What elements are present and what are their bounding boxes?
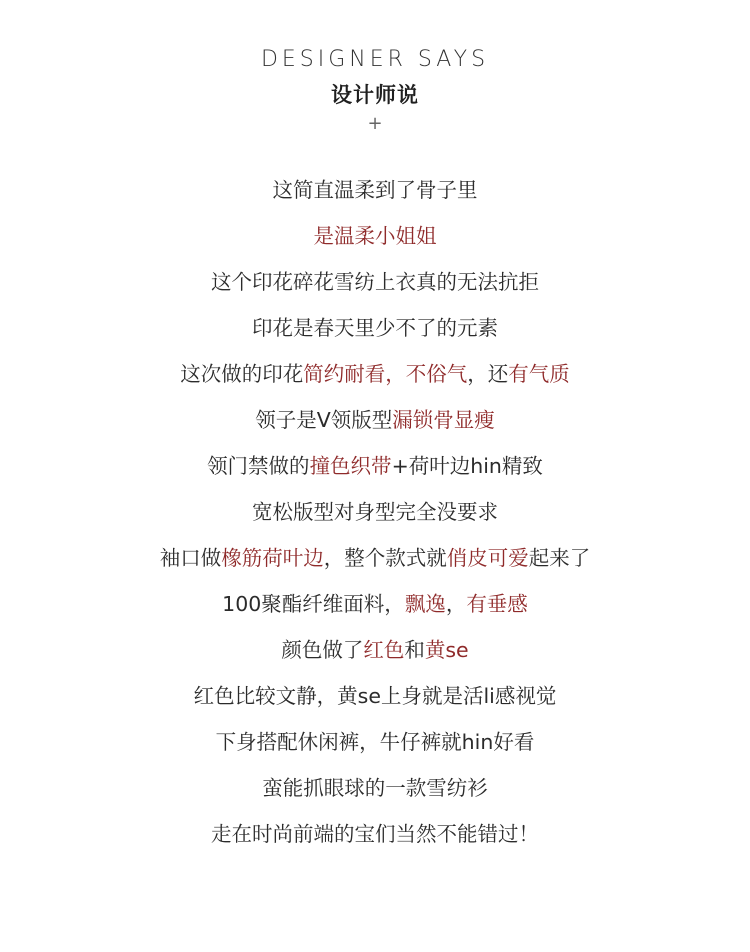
description-line (0, 170, 750, 216)
line-text: 走在时尚前端的宝们当然不能错过！ (211, 822, 539, 846)
line-text: 袖口做 (159, 546, 222, 570)
line-text: 红色比较文静，黄se上身就是活li感视觉 (193, 684, 557, 708)
section-header (0, 46, 750, 134)
line-text: 颜色做了 (281, 638, 364, 662)
highlight-text: 红色 (363, 638, 405, 662)
description-line (0, 814, 750, 860)
line-text: 这次做的印花 (180, 362, 304, 386)
description-line (0, 400, 750, 446)
description-line (0, 446, 750, 492)
line-text: 这个印花碎花雪纺上衣真的无法抗拒 (211, 270, 539, 294)
line-text: 这简直温柔到了骨子里 (272, 178, 478, 202)
description-line (0, 308, 750, 354)
line-text: ，还 (467, 362, 509, 386)
highlight-text: 飘逸 (404, 592, 446, 616)
line-text: 蛮能抓眼球的一款雪纺衫 (262, 776, 488, 800)
line-text: 和 (404, 638, 425, 662)
highlight-text: 漏锁骨显瘦 (392, 408, 495, 432)
line-text: 下身搭配休闲裤，牛仔裤就hin好看 (215, 730, 535, 754)
description-line (0, 262, 750, 308)
description-line (0, 538, 750, 584)
line-text: 宽松版型对身型完全没要求 (252, 500, 498, 524)
description-line (0, 676, 750, 722)
line-text: ， (445, 592, 467, 616)
highlight-text: 橡筋荷叶边 (221, 546, 324, 570)
highlight-text: 黄se (424, 638, 469, 662)
line-text: 印花是春天里少不了的元素 (252, 316, 498, 340)
line-text: 领子是V领版型 (255, 408, 393, 432)
line-text: +荷叶边hin精致 (391, 454, 543, 478)
highlight-text: 是温柔小姐姐 (313, 224, 437, 248)
highlight-text: 有垂感 (466, 592, 528, 616)
description-line (0, 630, 750, 676)
description-line (0, 492, 750, 538)
description-line (0, 354, 750, 400)
line-text: 100聚酯纤维面料， (222, 592, 405, 616)
highlight-text: 简约耐看，不俗气 (303, 362, 468, 386)
plus-divider-icon: + (367, 113, 383, 134)
description-line (0, 216, 750, 262)
line-text: 领门禁做的 (207, 454, 310, 478)
section-title-chinese: 设计师说 (331, 83, 419, 107)
description-line (0, 722, 750, 768)
highlight-text: 俏皮可爱 (446, 546, 529, 570)
description-line (0, 768, 750, 814)
line-text: ，整个款式就 (323, 546, 447, 570)
line-text: 起来了 (528, 546, 591, 570)
description-line (0, 584, 750, 630)
highlight-text: 有气质 (508, 362, 570, 386)
description-lines (0, 170, 750, 860)
highlight-text: 撞色织带 (309, 454, 392, 478)
section-title-english: DESIGNER SAYS (260, 47, 490, 72)
